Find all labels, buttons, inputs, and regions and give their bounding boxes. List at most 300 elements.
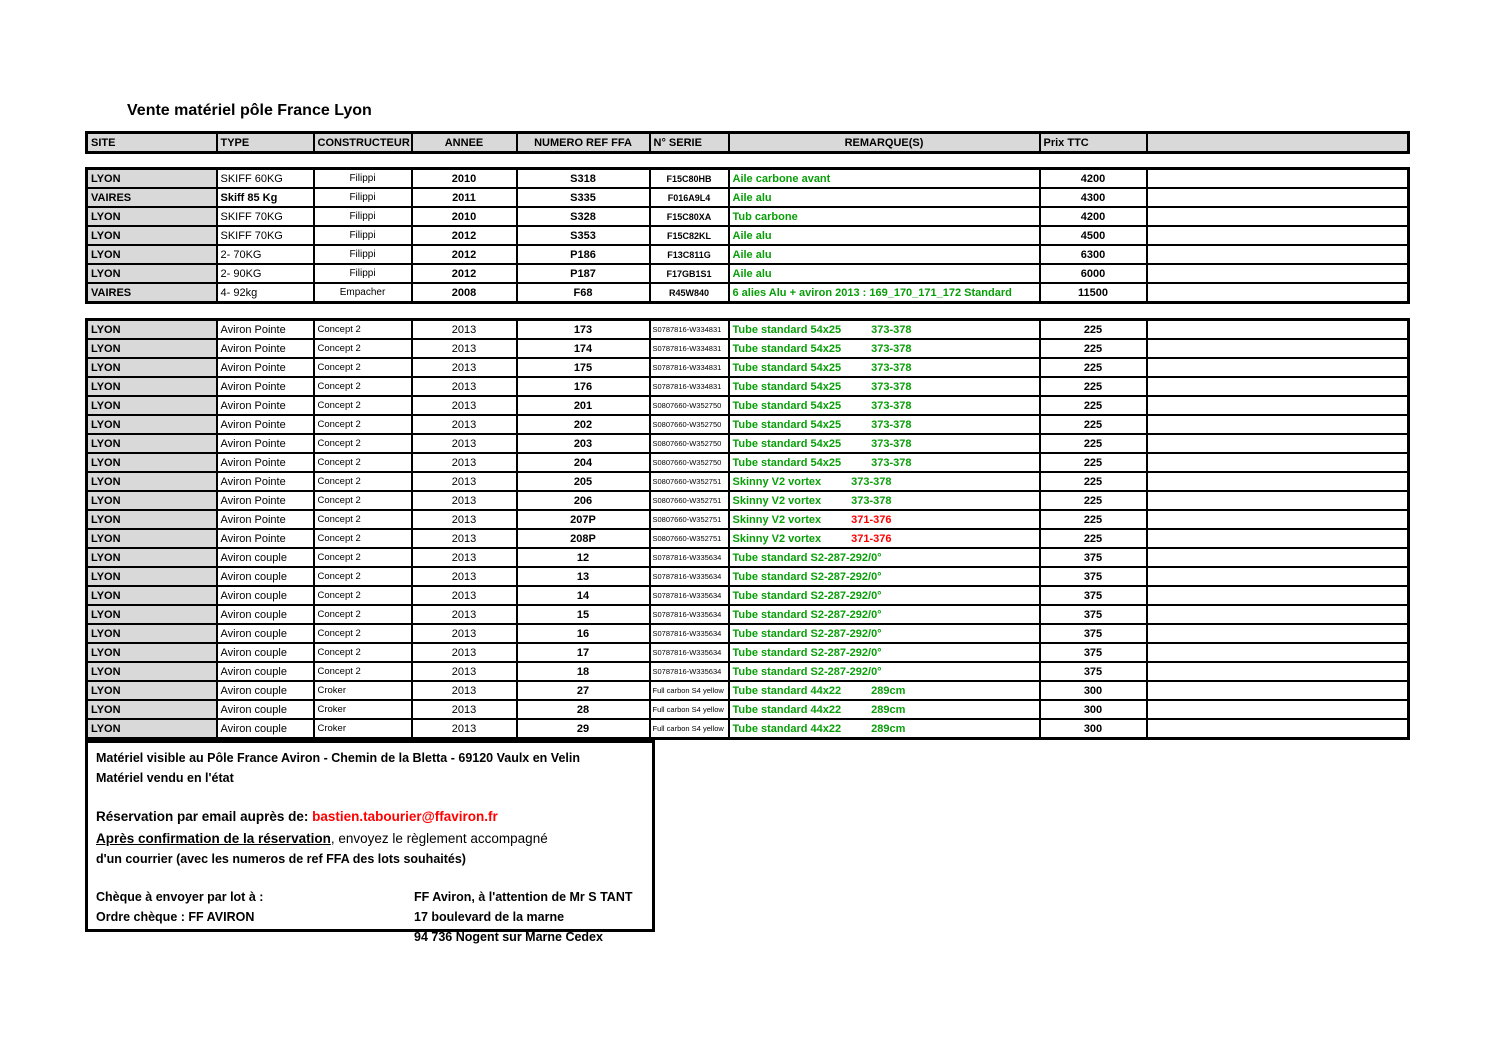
cell-site: VAIRES: [87, 283, 217, 303]
remark-text: Tube standard S2-287-292/0°: [732, 589, 882, 602]
cell-ref: 29: [517, 719, 650, 739]
cell-remarque: [729, 491, 1040, 510]
remark-text: 6 alies Alu + aviron 2013 : 169_170_171_172 Standard: [732, 286, 1012, 299]
cell-annee: 2013: [412, 472, 517, 491]
cell-prix: 375: [1040, 624, 1147, 643]
table-row: [87, 396, 1409, 415]
cell-remarque: [729, 548, 1040, 567]
cell-ref: 14: [517, 586, 650, 605]
cell-type: Aviron couple: [217, 719, 314, 739]
cell-constructeur: Concept 2: [314, 529, 412, 548]
table-row: [87, 719, 1409, 739]
column-header: ANNEE: [412, 133, 517, 153]
cell-serie: S0787816-W335634: [650, 662, 729, 681]
cell-serie: S0787816-W335634: [650, 586, 729, 605]
cell-annee: 2013: [412, 662, 517, 681]
cell-prix: 300: [1040, 681, 1147, 700]
cell-serie: S0787816-W335634: [650, 548, 729, 567]
table-row: [87, 567, 1409, 586]
cell-remarque: [729, 643, 1040, 662]
cell-extra: [1147, 662, 1409, 681]
cell-remarque: [729, 434, 1040, 453]
cell-ref: P187: [517, 264, 650, 283]
table-row: [87, 207, 1409, 226]
cell-serie: Full carbon S4 yellow: [650, 681, 729, 700]
cell-constructeur: Concept 2: [314, 434, 412, 453]
cell-extra: [1147, 283, 1409, 303]
cell-type: SKIFF 70KG: [217, 226, 314, 245]
cell-ref: 201: [517, 396, 650, 415]
cell-annee: 2013: [412, 396, 517, 415]
remark-text: Tube standard S2-287-292/0°: [732, 608, 882, 621]
page-title: Vente matériel pôle France Lyon: [127, 102, 372, 119]
column-header: TYPE: [217, 133, 314, 153]
cell-prix: 4500: [1040, 226, 1147, 245]
address-line2: 17 boulevard de la marne: [414, 910, 565, 925]
cell-remarque: [729, 283, 1040, 303]
cell-serie: S0807660-W352751: [650, 529, 729, 548]
cell-serie: S0787816-W334831: [650, 358, 729, 377]
cell-constructeur: Concept 2: [314, 586, 412, 605]
cell-site: LYON: [87, 681, 217, 700]
remark-range: 373-378: [871, 437, 912, 450]
cell-extra: [1147, 169, 1409, 189]
cell-prix: 225: [1040, 510, 1147, 529]
cell-extra: [1147, 453, 1409, 472]
cell-extra: [1147, 491, 1409, 510]
reservation-email-link[interactable]: bastien.tabourier@ffaviron.fr: [312, 809, 498, 824]
remark-text: Tube standard 54x25: [732, 456, 842, 469]
cell-constructeur: Concept 2: [314, 396, 412, 415]
cell-remarque: [729, 453, 1040, 472]
cell-serie: F15C82KL: [650, 226, 729, 245]
cell-annee: 2013: [412, 624, 517, 643]
cell-extra: [1147, 320, 1409, 340]
cell-extra: [1147, 624, 1409, 643]
cell-type: Aviron couple: [217, 662, 314, 681]
remark-text: Aile carbone avant: [732, 172, 831, 185]
cell-remarque: [729, 226, 1040, 245]
cell-prix: 225: [1040, 472, 1147, 491]
cell-extra: [1147, 586, 1409, 605]
cell-type: Aviron Pointe: [217, 377, 314, 396]
cell-constructeur: Concept 2: [314, 320, 412, 340]
cell-prix: 225: [1040, 453, 1147, 472]
table-row: [87, 491, 1409, 510]
cell-constructeur: Concept 2: [314, 415, 412, 434]
remark-range: 371-376: [851, 532, 892, 545]
cell-serie: S0787816-W335634: [650, 567, 729, 586]
remark-text: Tube standard 54x25: [732, 380, 842, 393]
cell-annee: 2011: [412, 188, 517, 207]
table-row: [87, 700, 1409, 719]
cell-prix: 11500: [1040, 283, 1147, 303]
cell-prix: 225: [1040, 358, 1147, 377]
cell-extra: [1147, 339, 1409, 358]
cell-annee: 2012: [412, 226, 517, 245]
cell-ref: 173: [517, 320, 650, 340]
condition-line: Matériel vendu en l'état: [96, 771, 234, 785]
cell-annee: 2008: [412, 283, 517, 303]
cell-serie: F016A9L4: [650, 188, 729, 207]
cell-remarque: [729, 586, 1040, 605]
cell-site: LYON: [87, 624, 217, 643]
remark-text: Skinny V2 vortex: [732, 532, 822, 545]
cell-constructeur: Croker: [314, 719, 412, 739]
cell-serie: S0787816-W335634: [650, 605, 729, 624]
cell-site: LYON: [87, 719, 217, 739]
cell-extra: [1147, 472, 1409, 491]
cell-serie: S0807660-W352751: [650, 510, 729, 529]
cell-site: LYON: [87, 567, 217, 586]
cell-ref: 174: [517, 339, 650, 358]
cell-serie: S0807660-W352751: [650, 491, 729, 510]
cell-annee: 2013: [412, 339, 517, 358]
cell-constructeur: Filippi: [314, 264, 412, 283]
cell-remarque: [729, 624, 1040, 643]
cell-type: Aviron Pointe: [217, 320, 314, 340]
cell-constructeur: Concept 2: [314, 339, 412, 358]
cell-annee: 2013: [412, 681, 517, 700]
cell-remarque: [729, 662, 1040, 681]
remark-range: 371-376: [851, 513, 892, 526]
remark-text: Tube standard 44x22: [732, 703, 842, 716]
cell-extra: [1147, 226, 1409, 245]
cell-serie: R45W840: [650, 283, 729, 303]
cell-type: Aviron Pointe: [217, 529, 314, 548]
table-row: [87, 662, 1409, 681]
cell-serie: S0787816-W335634: [650, 643, 729, 662]
cell-ref: 15: [517, 605, 650, 624]
cell-ref: S328: [517, 207, 650, 226]
table-row: [87, 472, 1409, 491]
cell-prix: 225: [1040, 320, 1147, 340]
cell-remarque: [729, 358, 1040, 377]
cell-ref: 207P: [517, 510, 650, 529]
cell-annee: 2013: [412, 586, 517, 605]
remark-text: Tube standard 54x25: [732, 418, 842, 431]
cell-type: Aviron Pointe: [217, 453, 314, 472]
cell-constructeur: Concept 2: [314, 358, 412, 377]
cell-annee: 2013: [412, 415, 517, 434]
cell-serie: F15C80XA: [650, 207, 729, 226]
cell-extra: [1147, 510, 1409, 529]
cell-remarque: [729, 169, 1040, 189]
cell-annee: 2012: [412, 245, 517, 264]
column-header: SITE: [87, 133, 217, 153]
cell-serie: S0787816-W334831: [650, 339, 729, 358]
cell-remarque: [729, 396, 1040, 415]
cell-type: Aviron Pointe: [217, 415, 314, 434]
cell-type: Aviron couple: [217, 567, 314, 586]
table-row: [87, 245, 1409, 264]
cell-ref: 175: [517, 358, 650, 377]
cell-remarque: [729, 472, 1040, 491]
table-row: [87, 283, 1409, 303]
cell-site: LYON: [87, 377, 217, 396]
table-row: [87, 264, 1409, 283]
cell-constructeur: Concept 2: [314, 472, 412, 491]
cell-constructeur: Croker: [314, 681, 412, 700]
cell-ref: 206: [517, 491, 650, 510]
cell-ref: F68: [517, 283, 650, 303]
cell-remarque: [729, 415, 1040, 434]
cell-remarque: [729, 529, 1040, 548]
remark-text: Tube standard 54x25: [732, 437, 842, 450]
cell-extra: [1147, 529, 1409, 548]
remark-text: Tube standard 54x25: [732, 323, 842, 336]
cell-serie: Full carbon S4 yellow: [650, 719, 729, 739]
cell-ref: S318: [517, 169, 650, 189]
cell-extra: [1147, 548, 1409, 567]
cell-annee: 2010: [412, 207, 517, 226]
cell-type: 2- 70KG: [217, 245, 314, 264]
cell-remarque: [729, 719, 1040, 739]
cell-extra: [1147, 719, 1409, 739]
table-row: [87, 586, 1409, 605]
cell-site: LYON: [87, 586, 217, 605]
cell-site: LYON: [87, 662, 217, 681]
cell-ref: 202: [517, 415, 650, 434]
cell-annee: 2013: [412, 377, 517, 396]
cell-remarque: [729, 245, 1040, 264]
cell-remarque: [729, 377, 1040, 396]
cell-serie: S0807660-W352750: [650, 453, 729, 472]
cell-serie: S0787816-W335634: [650, 624, 729, 643]
cell-ref: 27: [517, 681, 650, 700]
cell-serie: S0807660-W352751: [650, 472, 729, 491]
cell-site: LYON: [87, 358, 217, 377]
cell-annee: 2013: [412, 605, 517, 624]
cell-constructeur: Filippi: [314, 245, 412, 264]
cell-type: Aviron couple: [217, 700, 314, 719]
cell-extra: [1147, 245, 1409, 264]
cell-site: LYON: [87, 529, 217, 548]
cell-prix: 225: [1040, 434, 1147, 453]
info-box: [85, 740, 655, 945]
cell-extra: [1147, 681, 1409, 700]
reservation-label: Réservation par email auprès de:: [96, 809, 313, 824]
cell-serie: F13C811G: [650, 245, 729, 264]
remark-text: Aile alu: [732, 229, 772, 242]
remark-text: Tube standard 44x22: [732, 722, 842, 735]
cheque-line2: Ordre chèque : FF AVIRON: [96, 910, 255, 925]
cell-type: SKIFF 70KG: [217, 207, 314, 226]
cell-type: SKIFF 60KG: [217, 169, 314, 189]
cell-prix: 225: [1040, 491, 1147, 510]
table-row: [87, 548, 1409, 567]
cell-ref: 16: [517, 624, 650, 643]
cell-prix: 375: [1040, 605, 1147, 624]
remark-range: 373-378: [871, 418, 912, 431]
cell-extra: [1147, 358, 1409, 377]
cell-serie: Full carbon S4 yellow: [650, 700, 729, 719]
cell-prix: 375: [1040, 567, 1147, 586]
cell-site: LYON: [87, 264, 217, 283]
table-row: [87, 605, 1409, 624]
cell-site: LYON: [87, 169, 217, 189]
cell-site: LYON: [87, 245, 217, 264]
remark-text: Tube standard S2-287-292/0°: [732, 646, 882, 659]
cell-site: LYON: [87, 226, 217, 245]
cell-site: VAIRES: [87, 188, 217, 207]
cell-constructeur: Concept 2: [314, 510, 412, 529]
cell-type: Aviron couple: [217, 643, 314, 662]
remark-text: Skinny V2 vortex: [732, 494, 822, 507]
cell-prix: 375: [1040, 548, 1147, 567]
column-header: CONSTRUCTEUR: [314, 133, 412, 153]
cell-type: Aviron couple: [217, 605, 314, 624]
cell-constructeur: Concept 2: [314, 567, 412, 586]
cell-site: LYON: [87, 320, 217, 340]
cell-site: LYON: [87, 472, 217, 491]
cell-annee: 2013: [412, 491, 517, 510]
cell-remarque: [729, 510, 1040, 529]
cell-site: LYON: [87, 700, 217, 719]
address-line1: FF Aviron, à l'attention de Mr S TANT: [414, 890, 633, 905]
cell-extra: [1147, 207, 1409, 226]
table-row: [87, 339, 1409, 358]
table-row: [87, 188, 1409, 207]
cell-serie: S0787816-W334831: [650, 320, 729, 340]
remark-range: 373-378: [871, 342, 912, 355]
cell-site: LYON: [87, 415, 217, 434]
cell-serie: S0807660-W352750: [650, 434, 729, 453]
cell-constructeur: Concept 2: [314, 453, 412, 472]
remark-text: Tube standard 54x25: [732, 399, 842, 412]
column-header: [1147, 133, 1409, 153]
cell-annee: 2013: [412, 700, 517, 719]
cell-ref: S335: [517, 188, 650, 207]
cell-type: Skiff 85 Kg: [217, 188, 314, 207]
remark-range: 289cm: [871, 684, 906, 697]
oars-table: [85, 318, 1410, 740]
remark-text: Skinny V2 vortex: [732, 475, 822, 488]
remark-text: Aile alu: [732, 267, 772, 280]
remark-text: Tube standard 54x25: [732, 342, 842, 355]
remark-range: 373-378: [871, 361, 912, 374]
cell-ref: P186: [517, 245, 650, 264]
cell-serie: S0807660-W352750: [650, 396, 729, 415]
remark-text: Tube standard S2-287-292/0°: [732, 627, 882, 640]
cell-annee: 2013: [412, 529, 517, 548]
cell-constructeur: Concept 2: [314, 624, 412, 643]
remark-range: 289cm: [871, 703, 906, 716]
cell-remarque: [729, 567, 1040, 586]
cheque-section: [96, 887, 644, 947]
cell-type: Aviron couple: [217, 681, 314, 700]
cell-remarque: [729, 188, 1040, 207]
remark-text: Aile alu: [732, 248, 772, 261]
cell-type: Aviron Pointe: [217, 339, 314, 358]
confirmation-rest: , envoyez le règlement accompagné: [330, 830, 548, 846]
cell-type: 4- 92kg: [217, 283, 314, 303]
cell-ref: 205: [517, 472, 650, 491]
cell-ref: 28: [517, 700, 650, 719]
cell-extra: [1147, 605, 1409, 624]
cell-serie: S0787816-W334831: [650, 377, 729, 396]
cell-prix: 4300: [1040, 188, 1147, 207]
cell-extra: [1147, 434, 1409, 453]
remark-range: 289cm: [871, 722, 906, 735]
cell-ref: 208P: [517, 529, 650, 548]
remark-range: 373-378: [871, 456, 912, 469]
column-header: Prix TTC: [1040, 133, 1147, 153]
spacer: [96, 869, 644, 887]
cell-prix: 375: [1040, 643, 1147, 662]
confirmation-emphasis: Après confirmation de la réservation: [96, 830, 331, 846]
cell-extra: [1147, 264, 1409, 283]
cell-constructeur: Concept 2: [314, 662, 412, 681]
address-line3: 94 736 Nogent sur Marne Cedex: [414, 930, 603, 945]
cell-constructeur: Concept 2: [314, 377, 412, 396]
cell-prix: 225: [1040, 396, 1147, 415]
cell-annee: 2013: [412, 643, 517, 662]
cell-prix: 300: [1040, 719, 1147, 739]
cell-remarque: [729, 320, 1040, 340]
boats-table: [85, 167, 1410, 304]
cell-annee: 2013: [412, 719, 517, 739]
table-row: [87, 320, 1409, 340]
table-row: [87, 226, 1409, 245]
cell-prix: 225: [1040, 377, 1147, 396]
cell-constructeur: Filippi: [314, 226, 412, 245]
cell-site: LYON: [87, 643, 217, 662]
table-row: [87, 434, 1409, 453]
cell-remarque: [729, 681, 1040, 700]
column-header: N° SERIE: [650, 133, 729, 153]
cell-type: Aviron Pointe: [217, 491, 314, 510]
cell-type: 2- 90KG: [217, 264, 314, 283]
cell-ref: 17: [517, 643, 650, 662]
cell-prix: 225: [1040, 415, 1147, 434]
cell-prix: 375: [1040, 662, 1147, 681]
remark-text: Aile alu: [732, 191, 772, 204]
cell-constructeur: Concept 2: [314, 491, 412, 510]
cell-site: LYON: [87, 434, 217, 453]
cell-remarque: [729, 339, 1040, 358]
cell-site: LYON: [87, 453, 217, 472]
cell-annee: 2012: [412, 264, 517, 283]
confirmation-line: [96, 828, 644, 850]
cell-ref: 13: [517, 567, 650, 586]
cell-serie: F15C80HB: [650, 169, 729, 189]
remark-text: Tube standard S2-287-292/0°: [732, 665, 882, 678]
cell-site: LYON: [87, 510, 217, 529]
cell-type: Aviron couple: [217, 586, 314, 605]
cell-extra: [1147, 188, 1409, 207]
cell-constructeur: Filippi: [314, 188, 412, 207]
cell-type: Aviron Pointe: [217, 472, 314, 491]
table-row: [87, 453, 1409, 472]
remark-range: 373-378: [851, 494, 892, 507]
cell-constructeur: Filippi: [314, 169, 412, 189]
cell-constructeur: Concept 2: [314, 605, 412, 624]
remark-range: 373-378: [871, 380, 912, 393]
cell-type: Aviron couple: [217, 624, 314, 643]
column-header: REMARQUE(S): [729, 133, 1040, 153]
remark-text: Tube standard S2-287-292/0°: [732, 570, 882, 583]
table-row: [87, 358, 1409, 377]
cell-ref: 176: [517, 377, 650, 396]
cell-extra: [1147, 396, 1409, 415]
spacer: [96, 788, 644, 806]
cell-annee: 2013: [412, 453, 517, 472]
header-row: [87, 133, 1409, 153]
cell-ref: 18: [517, 662, 650, 681]
location-line: Matériel visible au Pôle France Aviron - Chemin de la Bletta - 69120 Vaulx en Velin: [96, 751, 580, 765]
cell-constructeur: Empacher: [314, 283, 412, 303]
